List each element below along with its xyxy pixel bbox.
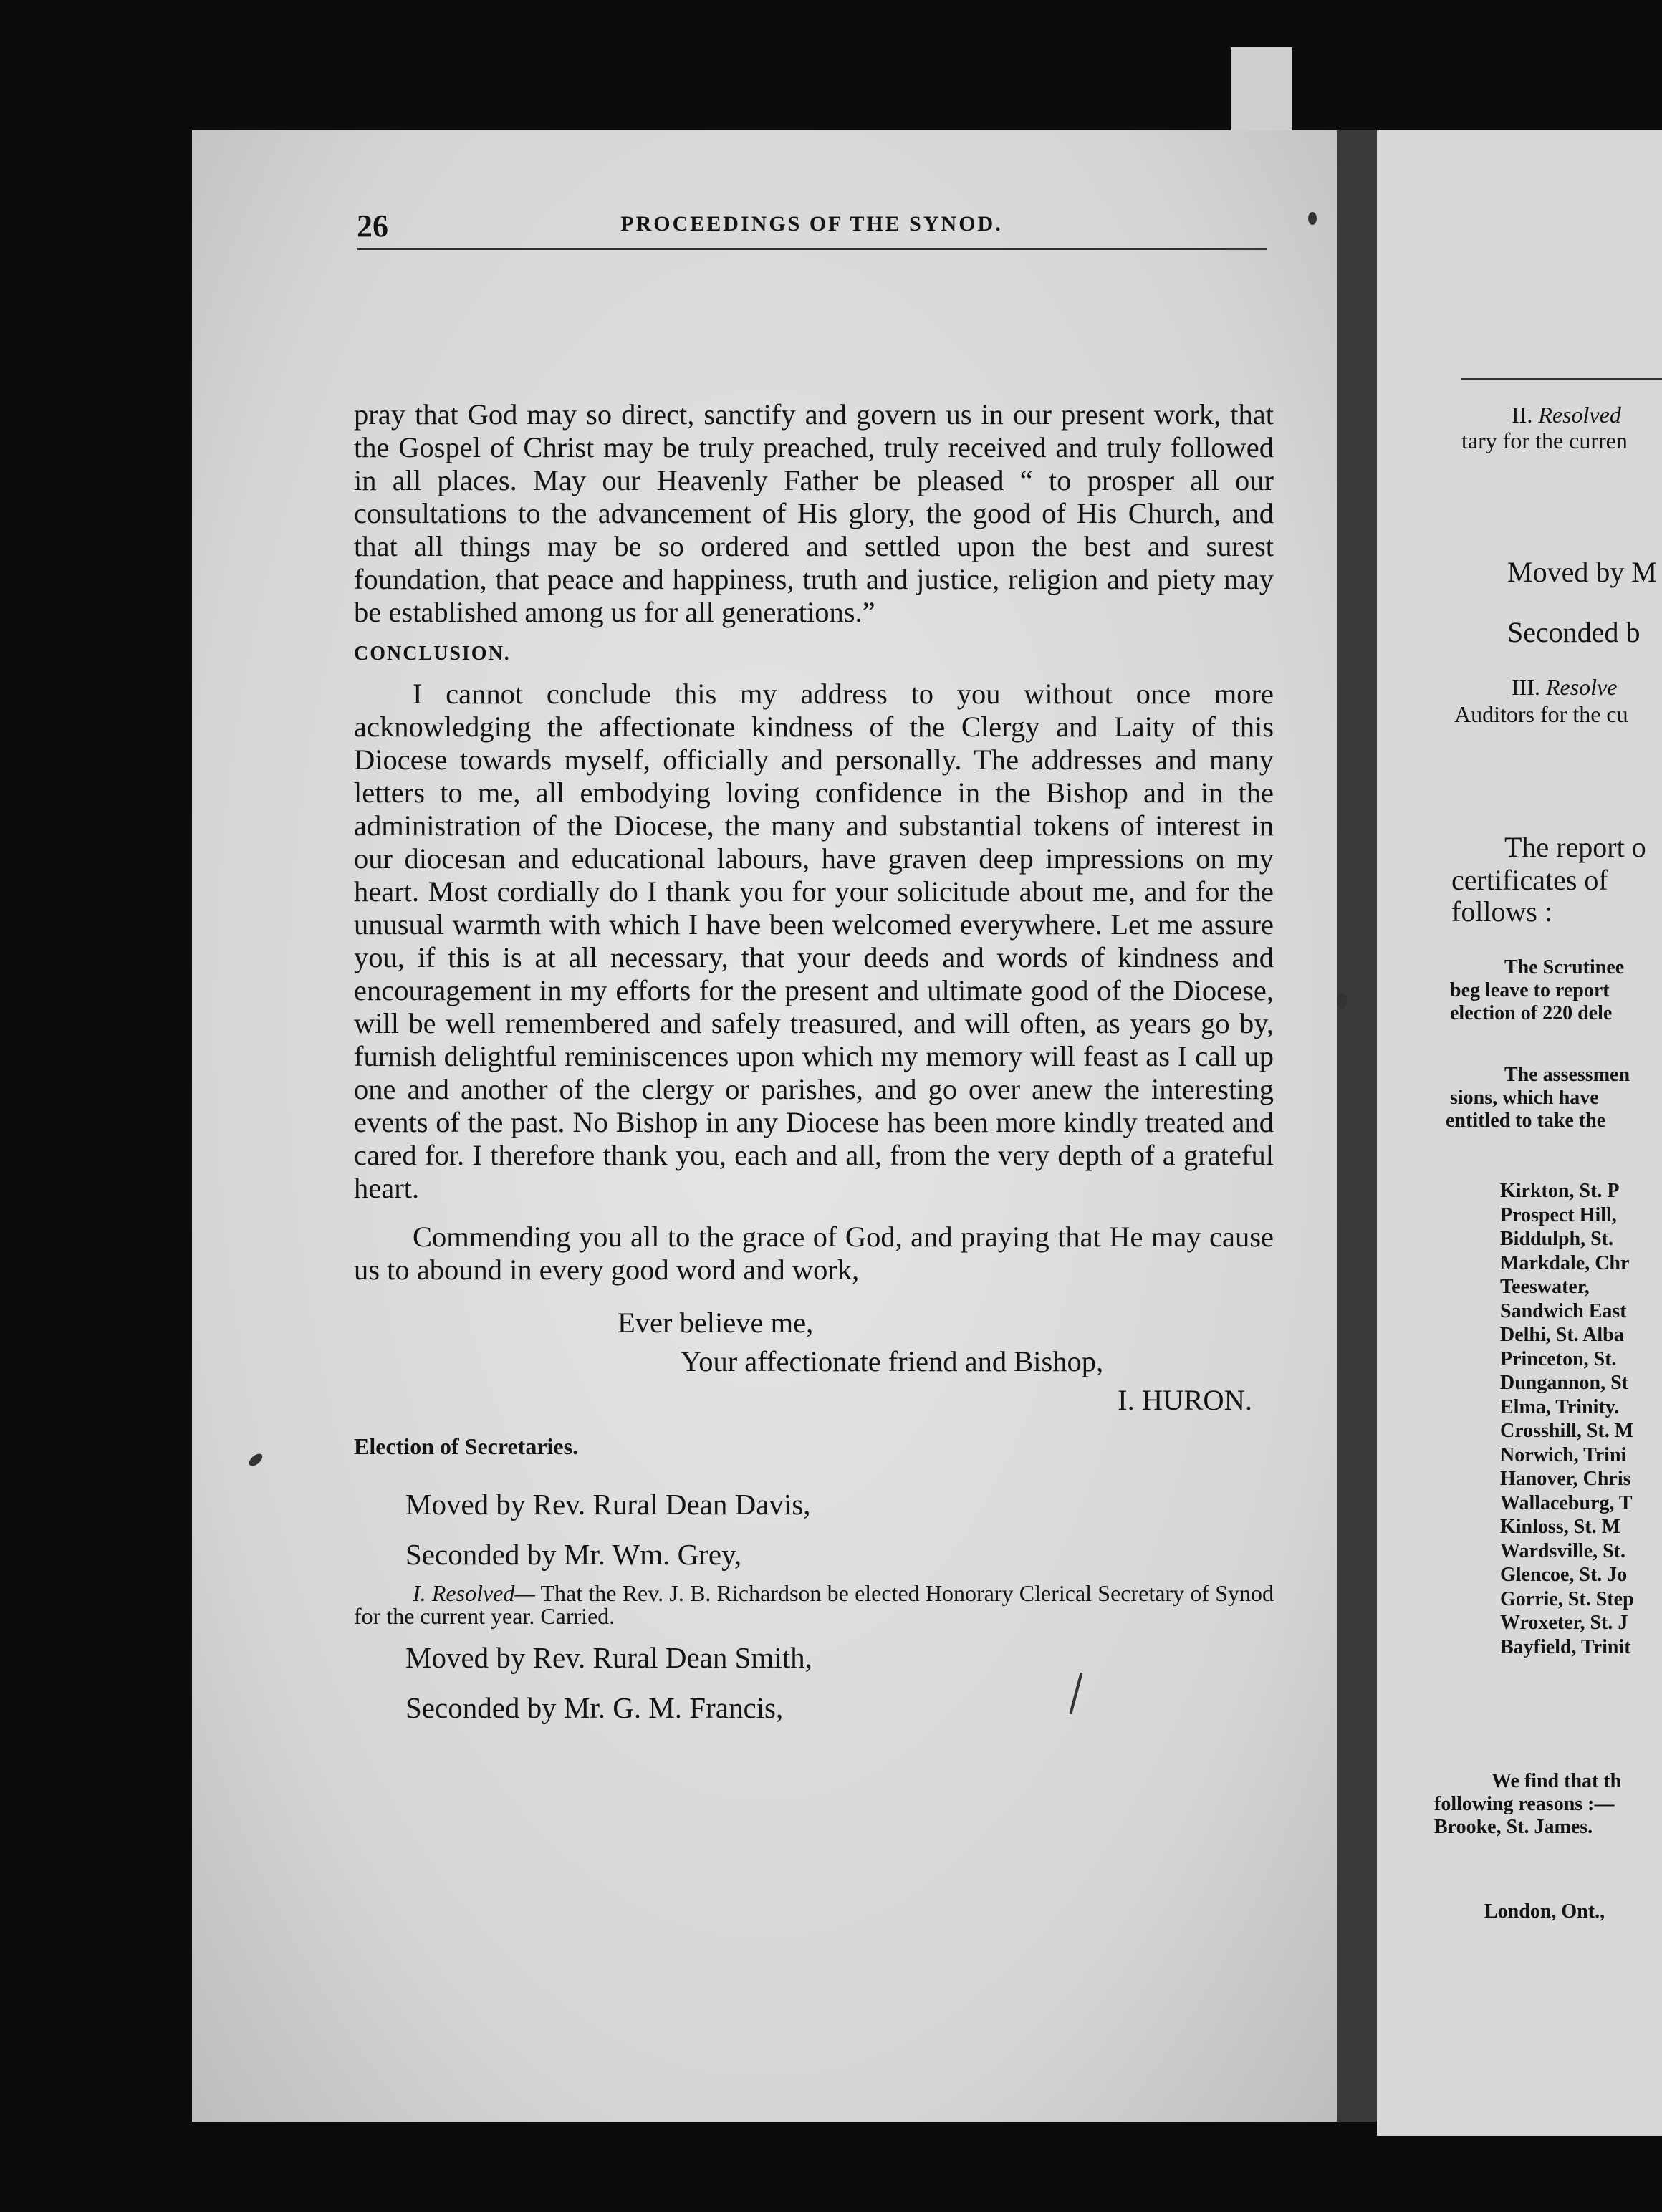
right-assess-2: sions, which have: [1450, 1087, 1599, 1109]
parish-list-item: Wardsville, St.: [1500, 1539, 1626, 1562]
right-report-1: The report o: [1504, 831, 1646, 863]
moved-line-2: Moved by Rev. Rural Dean Smith,: [405, 1641, 812, 1674]
parish-list-item: Princeton, St.: [1500, 1347, 1617, 1370]
right-report-3: follows :: [1451, 895, 1553, 928]
parish-list-item: Teeswater,: [1500, 1276, 1590, 1298]
right-line-4: Auditors for the cu: [1454, 701, 1628, 727]
parish-list-item: Kinloss, St. M: [1500, 1516, 1621, 1538]
parish-list-item: Crosshill, St. M: [1500, 1420, 1634, 1442]
right-seconded: Seconded b: [1507, 616, 1641, 648]
right-assess-3: entitled to take the: [1446, 1110, 1606, 1132]
right-find-3: Brooke, St. James.: [1434, 1816, 1593, 1838]
parish-list: [1500, 1179, 1634, 1659]
right-numeral-3: III.: [1512, 674, 1540, 700]
right-line-1: [1512, 403, 1621, 427]
moved-line-1: Moved by Rev. Rural Dean Davis,: [405, 1488, 811, 1521]
right-report-2: certificates of: [1451, 864, 1608, 896]
closing-line-1: Ever believe me,: [618, 1307, 814, 1339]
scan-speck: [1337, 993, 1347, 1009]
right-scrut-3: election of 220 dele: [1450, 1002, 1613, 1024]
seconded-line-1: Seconded by Mr. Wm. Grey,: [405, 1538, 742, 1571]
right-line-2: tary for the curren: [1461, 428, 1628, 453]
right-numeral-2: II.: [1512, 402, 1533, 428]
parish-list-item: Elma, Trinity.: [1500, 1395, 1620, 1418]
running-head: [357, 208, 1267, 250]
right-assess-1: The assessmen: [1504, 1064, 1630, 1086]
election-heading: Election of Secretaries.: [354, 1433, 579, 1459]
running-head-title: PROCEEDINGS OF THE SYNOD.: [620, 212, 1003, 236]
parish-list-item: Prospect Hill,: [1500, 1203, 1617, 1226]
paragraph-commending: Commending you all to the grace of God, and praying that He may cause us to abound in every good word and work,: [354, 1221, 1274, 1286]
resolution-1: [354, 1582, 1274, 1627]
page-gutter: [1337, 130, 1377, 2122]
parish-list-item: Dungannon, St: [1500, 1372, 1628, 1394]
parish-list-item: Delhi, St. Alba: [1500, 1324, 1624, 1346]
scan-speck: [1308, 212, 1317, 225]
right-moved: Moved by M: [1507, 556, 1657, 588]
seconded-line-2: Seconded by Mr. G. M. Francis,: [405, 1691, 784, 1724]
right-resolved-2: Resolved: [1538, 402, 1621, 428]
right-find-2: following reasons :—: [1434, 1793, 1615, 1815]
page-body: [354, 398, 1274, 1728]
parish-list-item: Hanover, Chris: [1500, 1468, 1631, 1490]
parish-list-item: Wroxeter, St. J: [1500, 1612, 1628, 1634]
closing-line-2: Your affectionate friend and Bishop,: [681, 1345, 1104, 1377]
right-find-1: We find that th: [1492, 1770, 1622, 1792]
parish-list-item: Wallaceburg, T: [1500, 1491, 1633, 1514]
parish-list-item: Glencoe, St. Jo: [1500, 1564, 1628, 1586]
parish-list-item: Biddulph, St.: [1500, 1228, 1613, 1250]
right-scrut-2: beg leave to report: [1450, 979, 1610, 1001]
right-scrut-1: The Scrutinee: [1504, 956, 1625, 978]
right-head-rule: [1461, 378, 1662, 380]
page-number: 26: [357, 208, 388, 244]
paragraph-opening: pray that God may so direct, sanctify and govern us in our present work, that the Gospel of Christ may be truly preached, truly received and truly followed in all places. May our Heavenly Father be pleased “ to prosper all our consultations to the advancement of His glory, the good of His Church, and that all things may be so ordered and settled upon the best and surest foundation, that peace and happiness, truth and justice, religion and piety may be established among us for all generations.”: [354, 398, 1274, 628]
parish-list-item: Sandwich East: [1500, 1299, 1627, 1322]
right-resolved-3: Resolve: [1545, 674, 1618, 700]
parish-list-item: Norwich, Trini: [1500, 1443, 1627, 1466]
conclusion-heading: CONCLUSION.: [354, 643, 511, 665]
resolution-1-label: I. Resolved—: [413, 1580, 535, 1606]
parish-list-item: Bayfield, Trinit: [1500, 1635, 1631, 1658]
paper-tab: [1231, 47, 1292, 130]
right-line-3: [1512, 675, 1617, 699]
signature: I. HURON.: [1118, 1384, 1252, 1416]
parish-list-item: Kirkton, St. P: [1500, 1180, 1620, 1202]
right-london: London, Ont.,: [1484, 1900, 1605, 1923]
paragraph-conclusion: I cannot conclude this my address to you without once more acknowledging the affectionate kindness of the Clergy and Laity of this Diocese towards myself, officially and personally. The addresses and many letters to me, all embodying loving confidence in the Bishop and in the administration of the Diocese, the many and substantial tokens of interest in our diocesan and educational labours, have graven deep impressions on my heart. Most cordially do I thank you for your solicitude about me, and for the unusual warmth with which I have been welcomed everywhere. Let me assure you, if this is at all necessary, that your deeds and words of kindness and encouragement in my efforts for the present and ultimate good of the Diocese, will be well remembered and safely treasured, and will often, as years go by, furnish delightful reminiscences upon which my memory will feast as I call up one and another of the clergy or parishes, and go over anew the interesting events of the past. No Bishop in any Diocese has been more kindly treated and cared for. I therefore thank you, each and all, from the very depth of a grateful heart.: [354, 678, 1274, 1204]
parish-list-item: Markdale, Chr: [1500, 1251, 1630, 1274]
resolution-1-text: That the Rev. J. B. Richardson be elected Honorary Clerical Secretary of Synod for the current year. Carried.: [354, 1580, 1274, 1629]
parish-list-item: Gorrie, St. Step: [1500, 1587, 1634, 1610]
